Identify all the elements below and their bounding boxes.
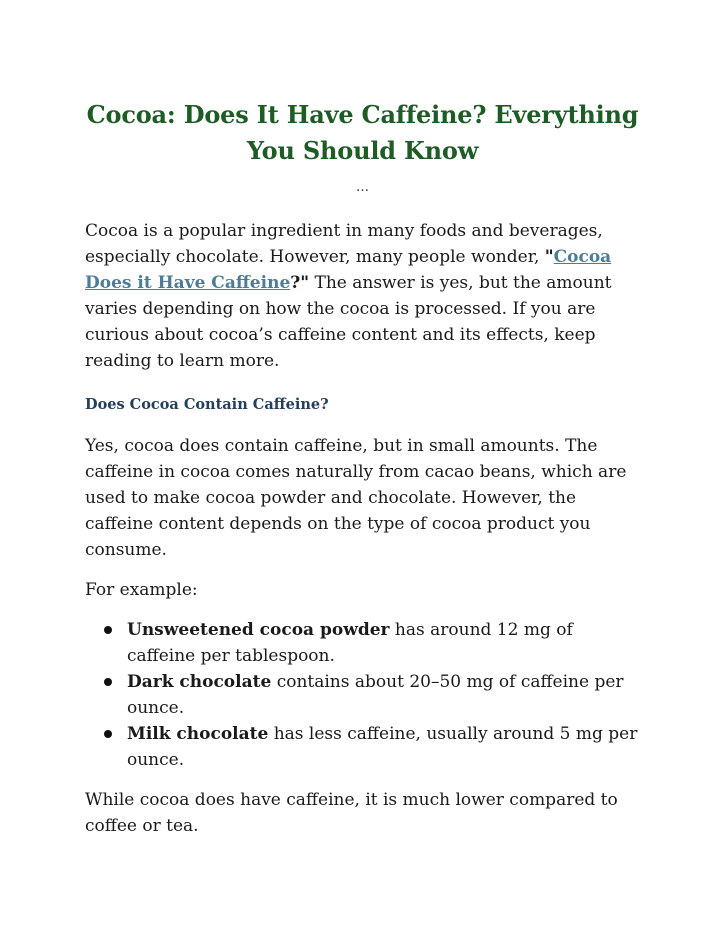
example-intro: For example:: [85, 580, 198, 600]
document-page: [85, 97, 640, 839]
intro-text-continued: The answer is yes, but the amount varies depending on how the cocoa is processed. If you are curious about cocoa’s caffeine content and its effects, keep reading to learn more.: [85, 273, 612, 371]
bullet-icon: [104, 626, 112, 634]
ellipsis-separator: …: [356, 180, 369, 195]
intro-text: Cocoa is a popular ingredient in many foods and beverages, especially chocolate. However, many people wonder,: [85, 221, 603, 267]
bullet-icon: [104, 678, 112, 686]
intro-paragraph: [85, 218, 640, 374]
list-item: [85, 669, 640, 721]
open-quote: ": [544, 247, 554, 267]
section-paragraph: Yes, cocoa does contain caffeine, but in small amounts. The caffeine in cocoa comes naturally from cacao beans, which are used to make cocoa powder and chocolate. However, the caffeine content depends on the type of cocoa product you consume.: [85, 436, 627, 560]
list-item-text: has less caffeine, usually around 5 mg per ounce.: [127, 724, 638, 770]
cocoa-caffeine-link[interactable]: Cocoa Does it Have Caffeine: [85, 247, 612, 293]
list-item-term: Milk chocolate: [127, 724, 269, 744]
close-quote: ?": [290, 273, 310, 293]
conclusion-paragraph: While cocoa does have caffeine, it is much lower compared to coffee or tea.: [85, 790, 618, 836]
section-heading: Does Cocoa Contain Caffeine?: [85, 396, 329, 413]
list-item-text: contains about 20–50 mg of caffeine per ounce.: [127, 672, 624, 718]
list-item-text: has around 12 mg of caffeine per tablespoon.: [127, 620, 573, 666]
list-item-term: Unsweetened cocoa powder: [127, 620, 390, 640]
list-item-term: Dark chocolate: [127, 672, 272, 692]
examples-list: [85, 617, 640, 773]
bullet-icon: [104, 730, 112, 738]
list-item: [85, 721, 640, 773]
page-title: Cocoa: Does It Have Caffeine? Everything You Should Know: [86, 100, 639, 165]
list-item: [85, 617, 640, 669]
